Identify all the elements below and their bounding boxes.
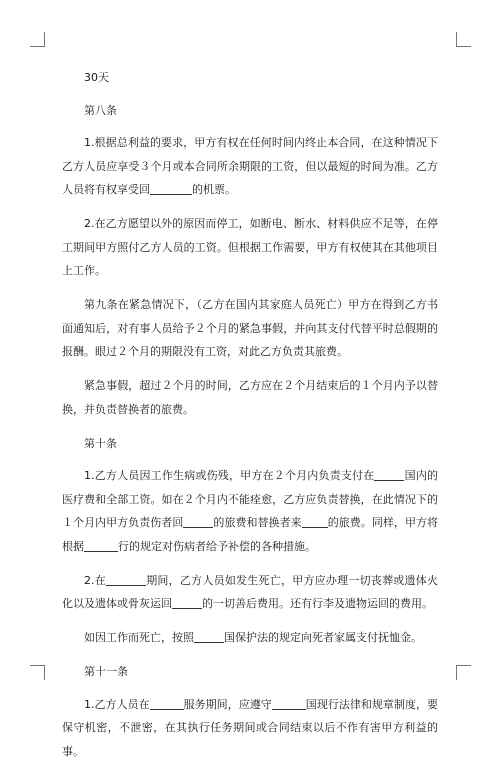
- article-10-clause-3: [62, 626, 438, 650]
- fill-blank[interactable]: [150, 695, 184, 710]
- clause-text: 如因工作而死亡，按照: [84, 631, 194, 644]
- article-11-clause-1: [62, 693, 438, 764]
- fill-blank[interactable]: [183, 513, 213, 528]
- fill-blank[interactable]: [84, 537, 118, 552]
- clause-text: 1.根据总利益的要求，甲方有权在任何时间内终止本合同，在这种情况下乙方人员应享受３个月或本合同所余期限的工资，但以最短的时间为准。乙方人员将有权享受回: [62, 136, 438, 196]
- clause-text: 国现行法律和规章制度，要保守机密，不泄密，在其执行任务期间或合同结束以后不作有害甲方利益的事。: [62, 697, 439, 758]
- article-11-title: 第十一条: [84, 665, 128, 678]
- top-fragment: 30天: [84, 71, 109, 84]
- clause-text: 国内的医疗费和全部工资。如在２个月内不能痊愈，乙方应负责替换，在此情况下的１个月内甲方负责伤者回: [62, 469, 439, 529]
- clause-text: 的旅费和替换者来: [213, 516, 302, 529]
- clause-text: 的旅费。同样，甲方将根据: [62, 516, 439, 553]
- crop-mark-top-right: [456, 32, 471, 47]
- clause-text: 2.在: [84, 573, 106, 587]
- clause-text: 期间，乙方人员如发生死亡，甲方应办理一切丧葬或遗体火化以及遗体或骨灰运回: [62, 573, 439, 610]
- clause-text: 行的规定对伤病者给予补偿的各种措施。: [118, 539, 316, 553]
- clause-text: 1.乙方人员在: [84, 697, 150, 711]
- article-9-paragraph: 第九条在紧急情况下，（乙方在国内其家庭人员死亡）甲方在得到乙方书面通知后，对有事人员给予２个月的紧急事假，并向其支付代替平时总假期的报酬。眼过２个月的期限没有工资，对此乙方负责其旅费。: [62, 298, 438, 358]
- article-10-title: 第十条: [84, 436, 117, 450]
- article-9-paragraph-2: 紧急事假，超过２个月的时间，乙方应在２个月结束后的１个月内予以替换，并负责替换者的旅费。: [62, 379, 438, 416]
- clause-text: 1.乙方人员因工作生病或伤残，甲方在２个月内负责支付在: [84, 469, 375, 482]
- crop-mark-bottom-left: [30, 665, 45, 680]
- article-10-clause-2: [62, 569, 438, 616]
- crop-mark-bottom-right: [456, 665, 471, 680]
- crop-mark-top-left: [30, 32, 45, 47]
- fill-blank[interactable]: [194, 628, 224, 643]
- article-8-title: 第八条: [84, 103, 117, 117]
- fill-blank[interactable]: [172, 594, 202, 609]
- article-8-clause-1: [62, 131, 438, 202]
- clause-text: 服务期间，应遵守: [183, 697, 272, 711]
- fill-blank[interactable]: [106, 571, 146, 586]
- clause-text: 的机票。: [192, 183, 236, 196]
- fill-blank[interactable]: [272, 695, 306, 710]
- fill-blank[interactable]: [150, 180, 192, 195]
- clause-text: 的一切善后费用。还有行李及遗物运回的费用。: [202, 597, 433, 610]
- clause-text: 国保护法的规定向死者家属支付抚恤金。: [224, 631, 422, 644]
- document-body: [62, 66, 438, 774]
- article-8-clause-2: 2.在乙方愿望以外的原因而停工，如断电、断水、材料供应不足等，在停工期间甲方照付乙方人员的工资。但根据工作需要，甲方有权使其在其他项目上工作。: [62, 217, 438, 277]
- fill-blank[interactable]: [302, 513, 328, 528]
- fill-blank[interactable]: [374, 466, 404, 481]
- article-10-clause-1: [62, 464, 438, 558]
